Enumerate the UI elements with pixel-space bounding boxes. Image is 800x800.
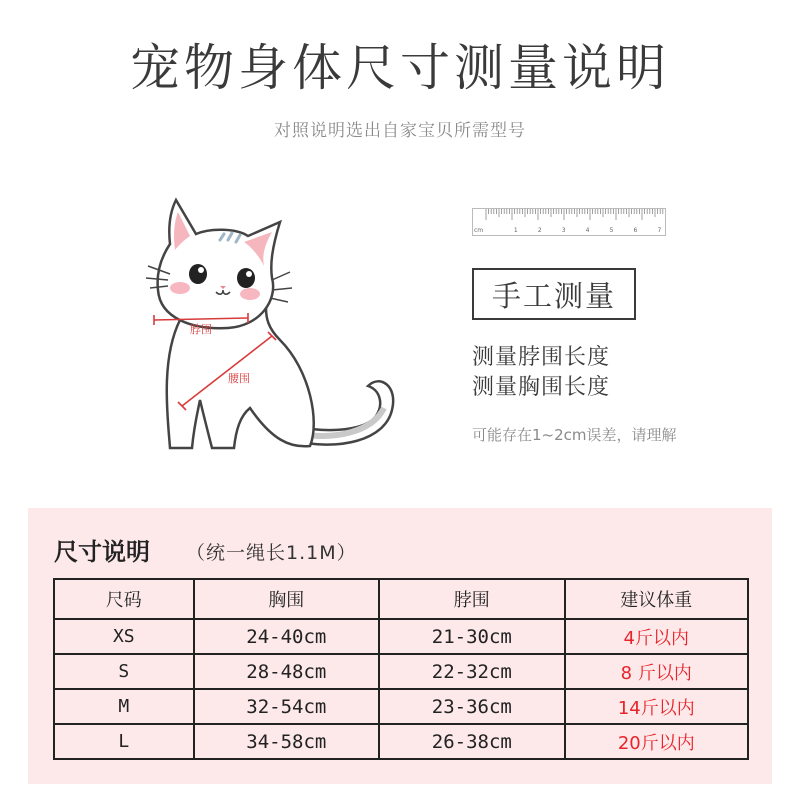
neck-cell: 26-38cm: [379, 724, 564, 759]
page-title: 宠物身体尺寸测量说明: [130, 39, 670, 97]
table-row: [54, 689, 748, 724]
table-header-row: [54, 579, 748, 619]
size-cell: S: [54, 654, 194, 689]
size-cell: M: [54, 689, 194, 724]
ruler-tick-label: 2: [537, 227, 542, 234]
ruler-tick-label: 4: [585, 227, 590, 234]
ruler-tick-label: 3: [561, 227, 566, 234]
instruction-neck: 测量脖围长度: [472, 345, 611, 370]
ruler-tick-label: 1: [513, 227, 518, 234]
chest-cell: 28-48cm: [194, 654, 379, 689]
cat-illustration: [140, 190, 420, 470]
ruler-unit: cm: [474, 227, 484, 234]
size-table: [53, 578, 749, 760]
weight-cell: 8 斤以内: [565, 654, 748, 689]
column-header-weight: 建议体重: [565, 579, 748, 619]
weight-cell: 20斤以内: [565, 724, 748, 759]
column-header-neck: 脖围: [379, 579, 564, 619]
ruler-tick-label: 6: [633, 227, 638, 234]
error-note: 可能存在1~2cm误差，请理解: [472, 426, 677, 444]
neck-cell: 23-36cm: [379, 689, 564, 724]
weight-cell: 14斤以内: [565, 689, 748, 724]
cat-drawing: [140, 190, 420, 470]
instruction-chest: 测量胸围长度: [472, 375, 611, 400]
waist-label: 腰围: [228, 372, 250, 385]
ruler-tick-label: 7: [657, 227, 662, 234]
neck-cell: 22-32cm: [379, 654, 564, 689]
neck-label: 脖围: [190, 323, 212, 336]
neck-cell: 21-30cm: [379, 619, 564, 654]
ruler-tick-label: 5: [609, 227, 614, 234]
ruler-graphic: [472, 208, 666, 236]
chest-cell: 24-40cm: [194, 619, 379, 654]
ruler: [472, 208, 666, 236]
chest-cell: 32-54cm: [194, 689, 379, 724]
chest-cell: 34-58cm: [194, 724, 379, 759]
size-cell: XS: [54, 619, 194, 654]
column-header-chest: 胸围: [194, 579, 379, 619]
table-row: [54, 654, 748, 689]
manual-measure-badge: 手工测量: [472, 268, 636, 320]
table-row: [54, 619, 748, 654]
size-heading: 尺寸说明: [54, 538, 150, 566]
column-header-size: 尺码: [54, 579, 194, 619]
rope-length-note: （统一绳长1.1M）: [186, 542, 357, 564]
page-subtitle: 对照说明选出自家宝贝所需型号: [274, 121, 526, 141]
size-cell: L: [54, 724, 194, 759]
weight-cell: 4斤以内: [565, 619, 748, 654]
table-row: [54, 724, 748, 759]
